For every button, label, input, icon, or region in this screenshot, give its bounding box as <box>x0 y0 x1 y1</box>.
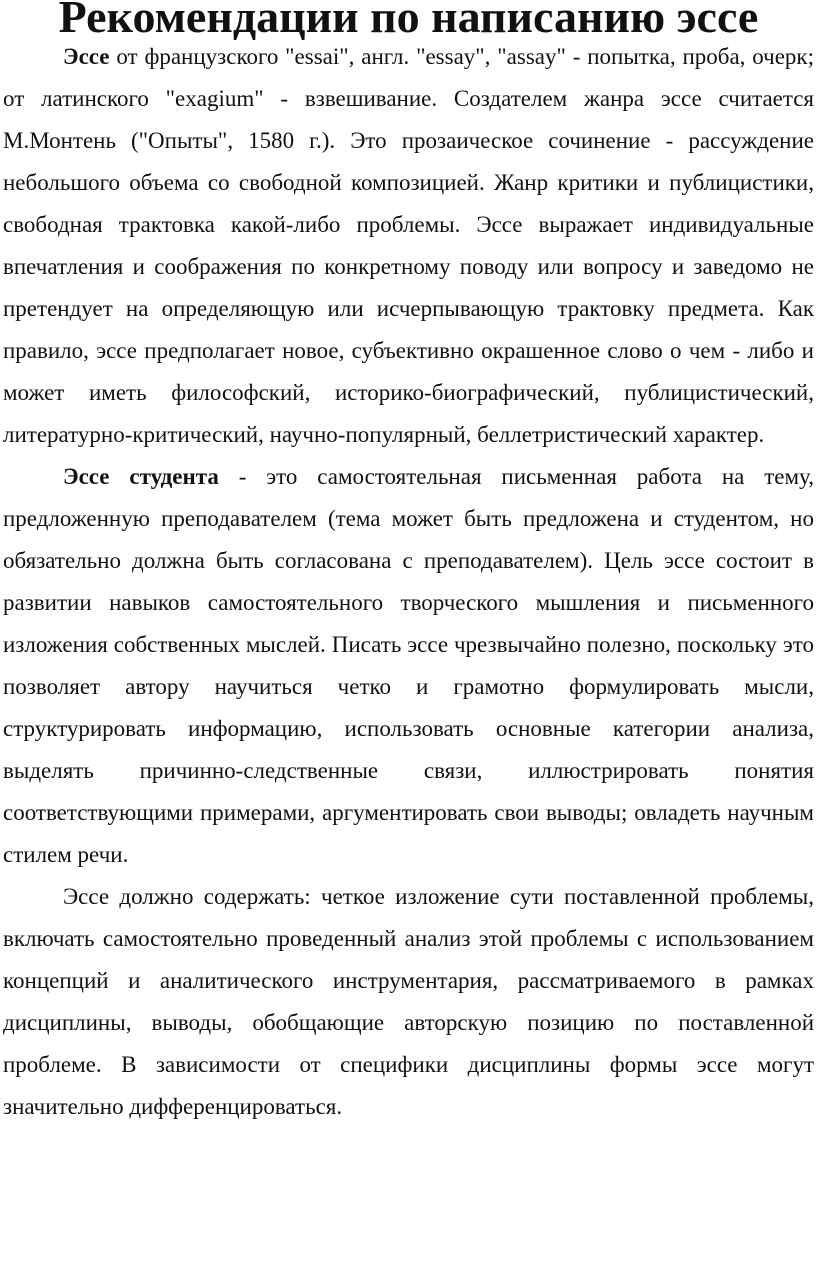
paragraph-essay-definition <box>3 36 814 456</box>
paragraph-text: от французского "essai", англ. "essay", "assay" - попытка, проба, очерк; от латинского "exagium" - взвешивание. Создателем жанра эссе считается М.Монтень ("Опыты", 1580 г.). Это прозаическое сочинение - рассуждение небольшого объема со свободной композицией. Жанр критики и публицистики, свободная трактовка какой-либо проблемы. Эссе выражает индивидуальные впечатления и соображения по конкретному поводу или вопросу и заведомо не претендует на определяющую или исчерпывающую трактовку предмета. Как правило, эссе предполагает новое, субъективно окрашенное слово о чем - либо и может иметь философский, историко-биографический, публицистический, литературно-критический, научно-популярный, беллетристический характер. <box>3 44 814 447</box>
term-essay: Эссе <box>63 44 110 69</box>
term-student-essay: Эссе студента <box>63 464 219 489</box>
paragraph-text: Эссе должно содержать: четкое изложение сути поставленной проблемы, включать самостоятельно проведенный анализ этой проблемы с использованием концепций и аналитического инструментария, рассматриваемого в рамках дисциплины, выводы, обобщающие авторскую позицию по поставленной проблеме. В зависимости от специфики дисциплины формы эссе могут значительно дифференцироваться. <box>3 884 814 1119</box>
document-title: Рекомендации по написанию эссе <box>58 0 759 42</box>
paragraph-essay-content <box>3 876 814 1128</box>
paragraph-text: - это самостоятельная письменная работа на тему, предложенную преподавателем (тема может быть предложена и студентом, но обязательно должна быть согласована с преподавателем). Цель эссе состоит в развитии навыков самостоятельного творческого мышления и письменного изложения собственных мыслей. Писать эссе чрезвычайно полезно, поскольку это позволяет автору научиться четко и грамотно формулировать мысли, структурировать информацию, использовать основные категории анализа, выделять причинно-следственные связи, иллюстрировать понятия соответствующими примерами, аргументировать свои выводы; овладеть научным стилем речи. <box>3 464 814 867</box>
paragraph-student-essay <box>3 456 814 876</box>
